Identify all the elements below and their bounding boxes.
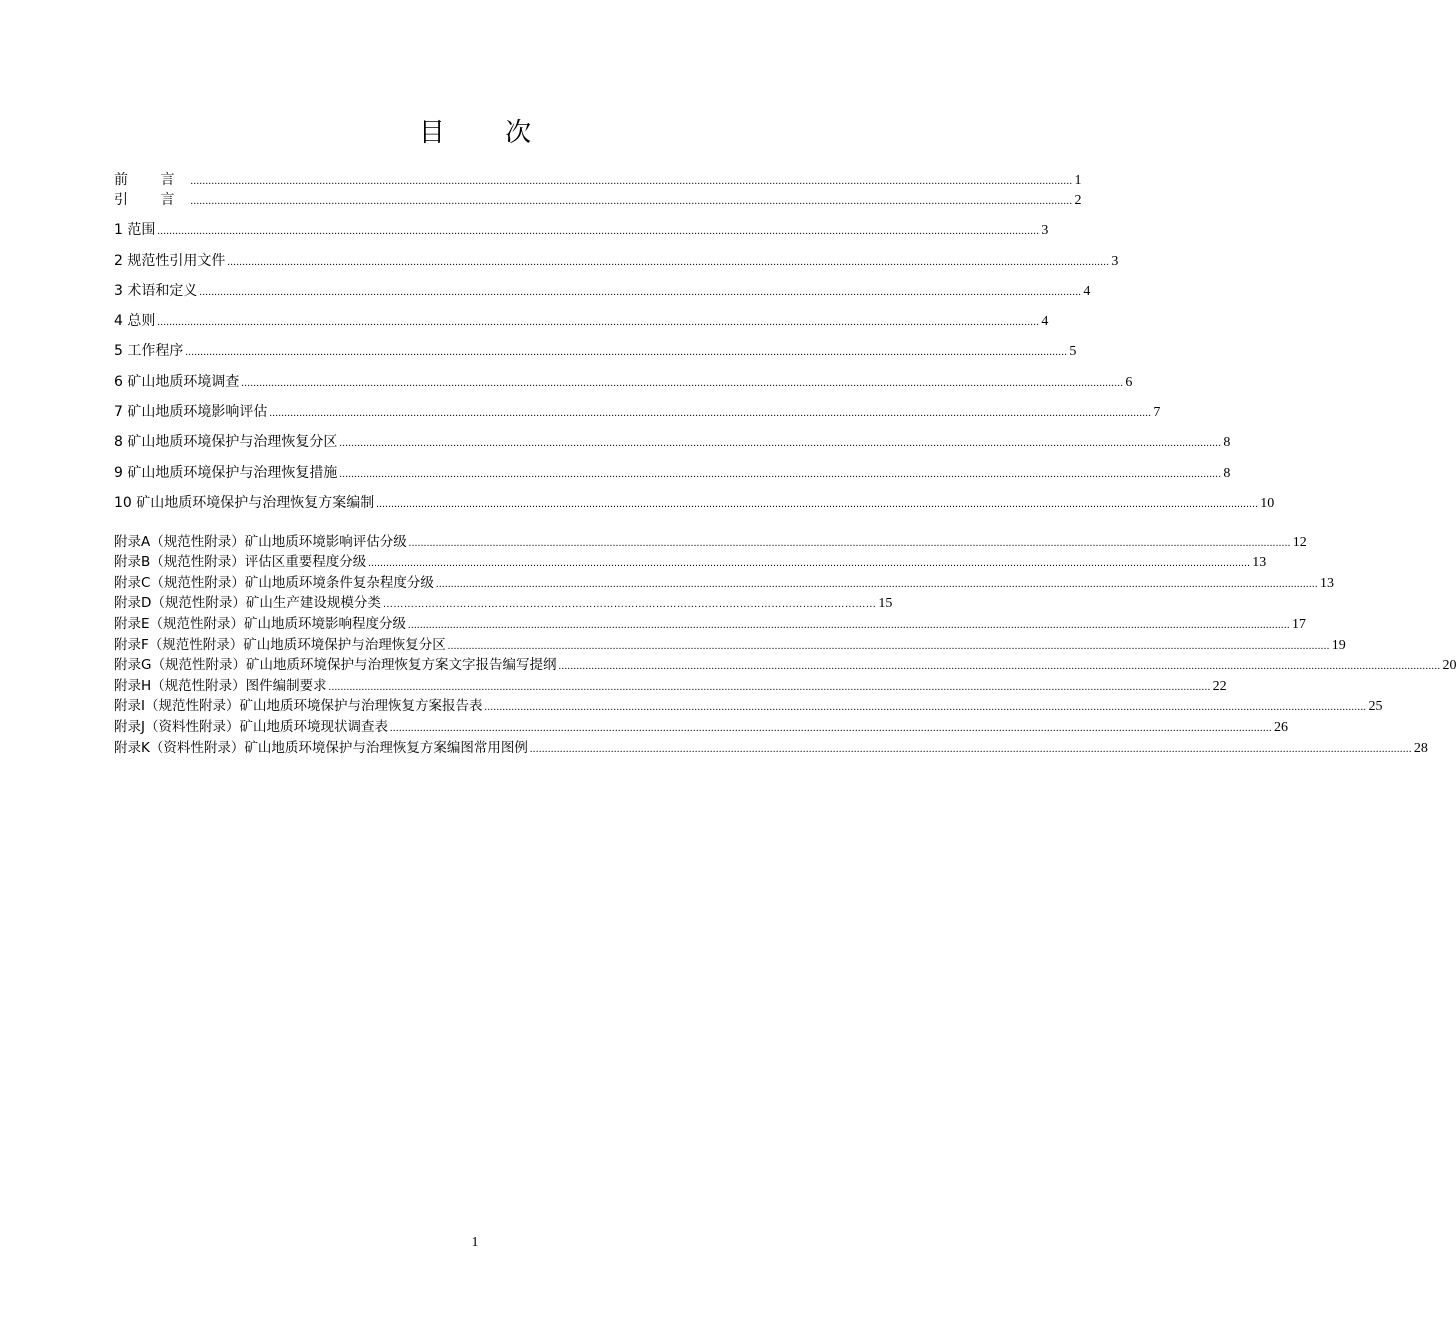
toc-appendix-label: 附录I（规范性附录）矿山地质环境保护与治理恢复方案报告表 <box>114 698 483 714</box>
toc-appendix-page: 15 <box>878 596 893 611</box>
toc-appendix-label: 附录C（规范性附录）矿山地质环境条件复杂程度分级 <box>114 575 434 591</box>
toc-appendix-e[interactable] <box>114 615 1307 635</box>
toc-entry-label: 2 规范性引用文件 <box>114 253 226 269</box>
toc-leader-dots: ...................................................................................................................................................................................................................................................................................................... <box>408 538 1291 549</box>
toc-leader-dots: ...................................................................................................................................................................................................................................................................................................... <box>157 226 1040 237</box>
toc-appendix-k[interactable] <box>114 739 1428 759</box>
toc-leader-dots: ...................................................................................................................................................................................................................................................................................................... <box>328 682 1211 693</box>
toc-appendix-page: 22 <box>1212 679 1227 694</box>
toc-appendix-h[interactable] <box>114 677 1227 697</box>
toc-entry-page: 7 <box>1153 405 1161 420</box>
toc-leader-dots: ...................................................................................................................................................................................................................................................................................................... <box>389 723 1272 734</box>
toc-leader-dots: ...................................................................................................................................................................................................................................................................................................... <box>558 661 1441 672</box>
toc-entry-label: 引 言 <box>114 192 189 208</box>
toc-leader-dots: ...................................................................................................................................................................................................................................................................................................... <box>447 641 1330 652</box>
toc-entry-10[interactable] <box>114 494 1275 514</box>
page-number: 1 <box>471 1235 479 1250</box>
toc-entry-label: 4 总则 <box>114 313 156 329</box>
toc-leader-dots: ...................................................................................................................................................................................................................................................................................................... <box>157 317 1040 328</box>
toc-leader-dots: ...................................................................................................................................................................................................................................................................................................... <box>368 558 1251 569</box>
toc-entry-page: 1 <box>1074 173 1082 188</box>
toc-appendix-i[interactable] <box>114 697 1383 717</box>
toc-entry-label: 9 矿山地质环境保护与治理恢复措施 <box>114 465 338 481</box>
toc-entry-page: 4 <box>1041 314 1049 329</box>
toc-entry-1[interactable] <box>114 221 1049 241</box>
toc-appendix-g[interactable] <box>114 656 1456 676</box>
toc-appendix-label: 附录G（规范性附录）矿山地质环境保护与治理恢复方案文字报告编写提纲 <box>114 657 557 673</box>
toc-appendix-page: 25 <box>1368 699 1383 714</box>
toc-appendix-label: 附录A（规范性附录）矿山地质环境影响评估分级 <box>114 534 407 550</box>
toc-appendix-label: 附录K（资料性附录）矿山地质环境保护与治理恢复方案编图常用图例 <box>114 740 528 756</box>
toc-appendix-page: 19 <box>1331 638 1346 653</box>
toc-entry-page: 3 <box>1041 223 1049 238</box>
toc-leader-dots: ...................................................................................................................................................................................................................................................................................................... <box>529 744 1412 755</box>
toc-appendix-page: 12 <box>1292 535 1307 550</box>
toc-leader-dots: ...................................................................................................................................................................................................................................................................................................... <box>227 257 1110 268</box>
toc-entry-page: 6 <box>1125 375 1133 390</box>
toc-entry-page: 8 <box>1223 466 1231 481</box>
toc-appendix-page: 13 <box>1252 555 1267 570</box>
toc-entry-4[interactable] <box>114 312 1049 332</box>
toc-appendix-a[interactable] <box>114 533 1307 553</box>
toc-entry-2[interactable] <box>114 252 1119 272</box>
toc-entry-page: 4 <box>1083 284 1091 299</box>
toc-leader-dots: ...................................................................................................................................................................................................................................................................................................... <box>241 378 1124 389</box>
toc-entry-label: 6 矿山地质环境调查 <box>114 374 240 390</box>
toc-entry-label: 7 矿山地质环境影响评估 <box>114 404 268 420</box>
toc-appendix-label: 附录J（资料性附录）矿山地质环境现状调查表 <box>114 719 388 735</box>
toc-appendix-page: 28 <box>1413 741 1428 756</box>
toc-leader-dots: ...................................................................................................................................................................................................................................................................................................... <box>435 579 1318 590</box>
toc-appendix-f[interactable] <box>114 636 1346 656</box>
toc-leader-dots: ...................................................................................................................................................................................................................................................................................................... <box>484 702 1367 713</box>
toc-entry-7[interactable] <box>114 403 1161 423</box>
toc-appendix-page: 17 <box>1292 617 1307 632</box>
toc-appendix-label: 附录B（规范性附录）评估区重要程度分级 <box>114 554 367 570</box>
toc-entry-page: 8 <box>1223 435 1231 450</box>
toc-entry-label: 5 工作程序 <box>114 343 184 359</box>
toc-entry-label: 前 言 <box>114 172 189 188</box>
toc-entry-label: 10 矿山地质环境保护与治理恢复方案编制 <box>114 495 375 511</box>
toc-entry-label: 3 术语和定义 <box>114 283 198 299</box>
toc-leader-dots: ...................................................................................................................................................................................................................................................................................................... <box>376 499 1259 510</box>
toc-entry-introduction[interactable] <box>114 191 1082 211</box>
toc-appendix-d[interactable] <box>114 594 893 614</box>
toc-leader-dots: ...................................................................................................................................................................................................................................................................................................... <box>269 408 1152 419</box>
toc-entry-5[interactable] <box>114 342 1077 362</box>
toc-entry-page: 2 <box>1074 193 1082 208</box>
toc-leader-dots: ...................................................................................................................................................................................................................................................................................................... <box>339 438 1222 449</box>
toc-leader-dots: ...................................................................................................................................................................................................................................................................................................... <box>190 196 1073 207</box>
toc-leader-dots: …………………………………………………………………………………………………………………………… <box>382 599 877 610</box>
toc-appendix-label: 附录H（规范性附录）图件编制要求 <box>114 678 327 694</box>
toc-appendix-page: 13 <box>1319 576 1334 591</box>
toc-entry-8[interactable] <box>114 433 1231 453</box>
toc-entry-6[interactable] <box>114 373 1133 393</box>
toc-appendix-page: 26 <box>1273 720 1288 735</box>
toc-appendix-j[interactable] <box>114 718 1288 738</box>
toc-entry-page: 5 <box>1069 344 1077 359</box>
toc-appendix-b[interactable] <box>114 553 1267 573</box>
toc-appendix-c[interactable] <box>114 574 1334 594</box>
toc-appendix-label: 附录F（规范性附录）矿山地质环境保护与治理恢复分区 <box>114 637 446 653</box>
toc-appendix-page: 20 <box>1442 658 1456 673</box>
toc-appendix-label: 附录D（规范性附录）矿山生产建设规模分类 <box>114 595 381 611</box>
toc-entry-page: 10 <box>1260 496 1275 511</box>
toc-leader-dots: ...................................................................................................................................................................................................................................................................................................... <box>185 347 1068 358</box>
toc-leader-dots: ...................................................................................................................................................................................................................................................................................................... <box>199 287 1082 298</box>
toc-entry-label: 8 矿山地质环境保护与治理恢复分区 <box>114 434 338 450</box>
toc-entry-foreword[interactable] <box>114 171 1082 191</box>
toc-entry-label: 1 范围 <box>114 222 156 238</box>
toc-entry-page: 3 <box>1111 254 1119 269</box>
toc-leader-dots: ...................................................................................................................................................................................................................................................................................................... <box>190 176 1073 187</box>
toc-leader-dots: ...................................................................................................................................................................................................................................................................................................... <box>339 469 1222 480</box>
page-title: 目 次 <box>418 118 558 148</box>
toc-entry-3[interactable] <box>114 282 1091 302</box>
toc-entry-9[interactable] <box>114 464 1231 484</box>
toc-appendix-label: 附录E（规范性附录）矿山地质环境影响程度分级 <box>114 616 407 632</box>
toc-leader-dots: ...................................................................................................................................................................................................................................................................................................... <box>408 620 1291 631</box>
